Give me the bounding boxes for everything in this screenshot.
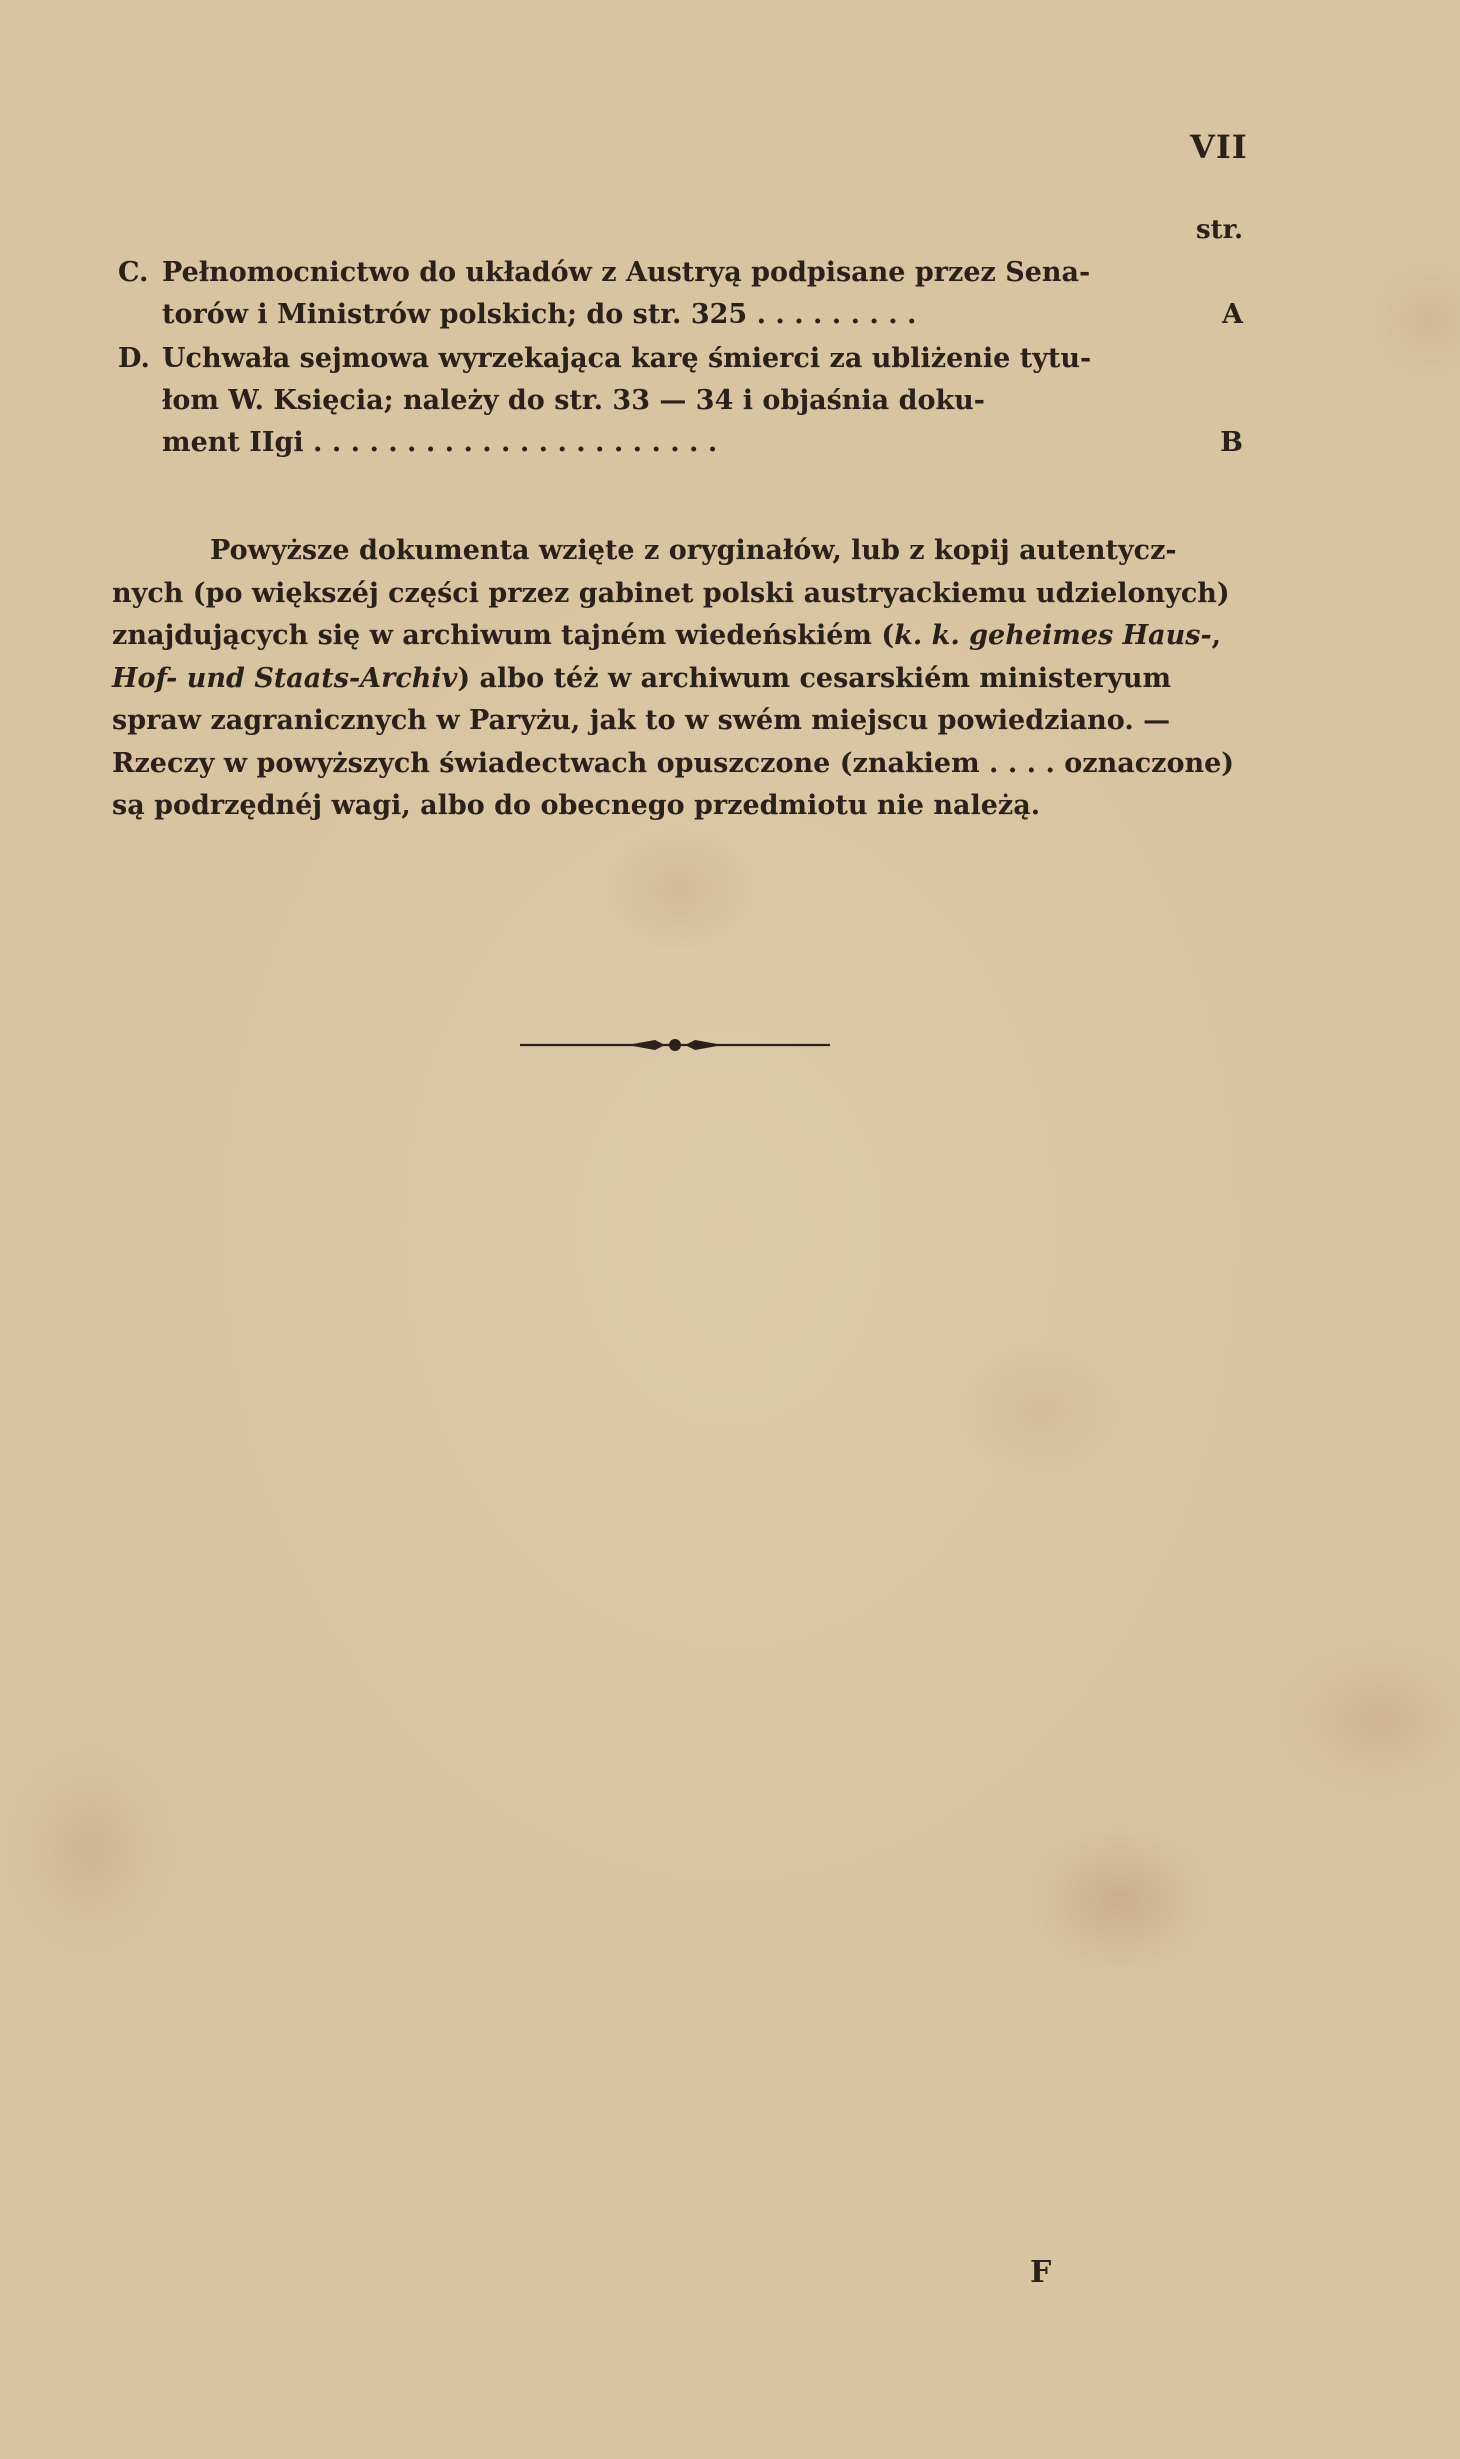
toc-line [118,294,1243,336]
toc-text: łom W. Księcia; należy do str. 33 — 34 i objaśnia doku- [162,385,985,416]
paragraph-line [112,615,1247,658]
toc-line [118,338,1243,380]
paragraph-text: , [1211,620,1222,651]
paragraph-italic-text: Hof- und Staats-Archiv [112,662,458,694]
paragraph-line: nych (po większéj części przez gabinet polski austryackiemu udzielonych) [112,577,1230,609]
paragraph-text: ) albo téż w archiwum cesarskiém ministeryum [457,662,1172,694]
ornament-divider [515,1033,835,1055]
paragraph-text: znajdujących się w archiwum tajném wiedeńskiém ( [112,620,895,651]
toc-line [118,422,1243,464]
toc-entry-c [118,252,1243,336]
signature-mark: F [1030,2255,1052,2290]
page-number: VII [1190,128,1248,166]
toc-ref: B [1220,427,1243,458]
toc-text: Uchwała sejmowa wyrzekająca karę śmierci za ubliżenie tytu- [162,343,1092,374]
toc-line [118,380,1243,422]
paragraph-line [112,658,1247,701]
paragraph-line: Rzeczy w powyższych świadectwach opuszczone (znakiem . . . . oznaczone) [112,747,1235,779]
toc-letter: C. [118,257,149,288]
paragraph-line: są podrzędnéj wagi, albo do obecnego przedmiotu nie należą. [112,790,1041,821]
paragraph-line: spraw zagranicznych w Paryżu, jak to w swém miejscu powiedziano. — [112,705,1171,736]
toc-text: Pełnomocnictwo do układów z Austryą podpisane przez Sena- [162,257,1091,288]
toc-text: ment IIgi . . . . . . . . . . . . . . . . . . . . . . [162,427,718,458]
column-header: str. [1196,215,1244,245]
toc-ref: A [1222,299,1243,330]
paragraph-italic-text: k. k. geheimes Haus- [894,620,1212,651]
toc-entry-d [118,338,1243,464]
toc-letter: D. [118,343,150,374]
paragraph-line: Powyższe dokumenta wzięte z oryginałów, lub z kopij autentycz- [210,535,1177,566]
toc-text: torów i Ministrów polskich; do str. 325 . . . . . . . . . [162,299,917,330]
toc-line [118,252,1243,294]
body-paragraph [112,530,1247,828]
